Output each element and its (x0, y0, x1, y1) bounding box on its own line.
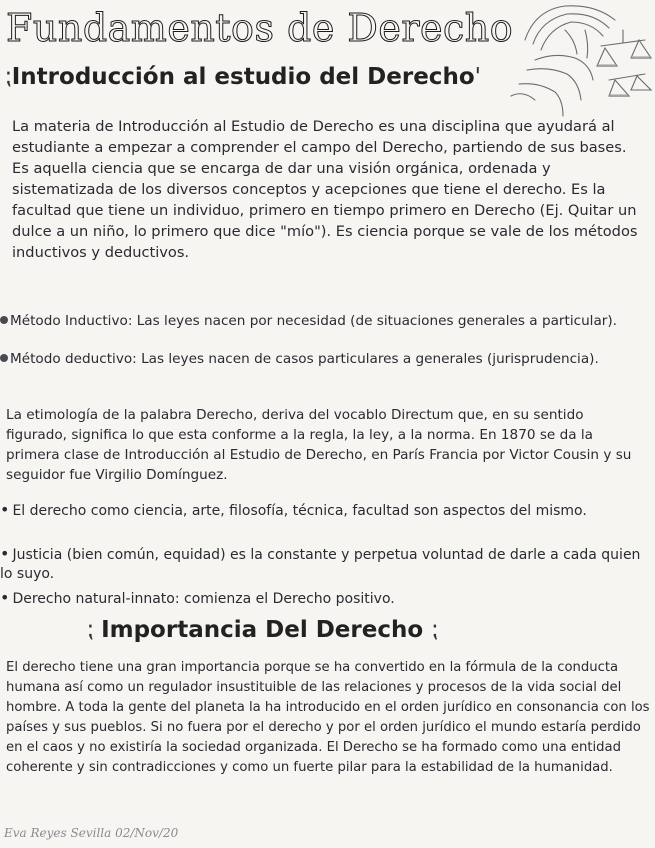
bullet-dot-icon (0, 316, 8, 324)
section-heading-importancia (86, 617, 438, 643)
method-definition: Las leyes nacen por necesidad (de situaciones generales a particular). (136, 313, 618, 329)
importance-paragraph: El derecho tiene una gran importancia porque se ha convertido en la fórmula de la conducta humana así como un regulador insustituible de las relaciones y procesos de la vida social del hombre. A toda la gente del planeta la ha introducido en el orden jurídico en consonancia con los países y sus pueblos. Si no fuera por el derecho y por el orden jurídico el mundo estaría perdido en el caos y no existiría la sociedad organizada. El Derecho se ha formado como una entidad coherente y sin contradicciones y como un fuerte pilar para la estabilidad de la humanidad. (6, 660, 650, 775)
bullet-mark-icon: • (0, 500, 10, 519)
bullet-mark-icon: • (0, 544, 10, 563)
bullet-dot-icon (0, 354, 8, 362)
section-heading-text: Importancia Del Derecho (101, 617, 424, 643)
point-text: Derecho natural-innato: comienza el Derecho positivo. (12, 591, 395, 607)
point-item (0, 544, 650, 584)
method-item (0, 350, 599, 369)
point-text: El derecho como ciencia, arte, filosofía, técnica, facultad son aspectos del mismo. (12, 503, 587, 519)
method-term: Método deductivo: (10, 351, 137, 367)
sparkle-left-icon: ⁏ (4, 64, 12, 90)
method-item (0, 312, 617, 331)
intro-paragraph: La materia de Introducción al Estudio de Derecho es una disciplina que ayudará al estudiante a empezar a comprender el campo del Derecho, partiendo de sus bases. Es aquella ciencia que se encarga de dar una visión orgánica, ordenada y sistematizada de los diversos conceptos y acepciones que tiene el derecho. Es la facultad que tiene un individuo, primero en tiempo primero en Derecho (Ej. Quitar un dulce a un niño, lo primero que dice "mío"). Es ciencia porque se vale de los métodos inductivos y deductivos. (12, 118, 638, 261)
subtitle-text: Introducción al estudio del Derecho (11, 64, 475, 90)
point-item (0, 500, 587, 521)
etymology-paragraph: La etimología de la palabra Derecho, deriva del vocablo Directum que, en su sentido figurado, significa lo que esta conforme a la regla, la ley, a la norma. En 1870 se da la primera clase de Introducción al Estudio de Derecho, en París Francia por Victor Cousin y su seguidor fue Virgilio Domínguez. (6, 407, 632, 483)
signature: Eva Reyes Sevilla 02/Nov/20 (4, 826, 179, 840)
point-text: Justicia (bien común, equidad) es la constante y perpetua voluntad de darle a cada quien lo suyo. (0, 547, 641, 582)
point-item (0, 588, 395, 609)
page-title: Fundamentos de Derecho (6, 6, 514, 50)
lady-justice-scales-icon (505, 0, 655, 120)
sparkle-right-icon: ' (474, 64, 481, 90)
bullet-mark-icon: • (0, 588, 10, 607)
method-definition: Las leyes nacen de casos particulares a generales (jurisprudencia). (141, 351, 599, 367)
method-term: Método Inductivo: (10, 313, 133, 329)
sparkle-left-icon: ⁏ (86, 617, 102, 643)
subtitle (4, 64, 481, 90)
sparkle-right-icon: ⁏ (423, 617, 439, 643)
